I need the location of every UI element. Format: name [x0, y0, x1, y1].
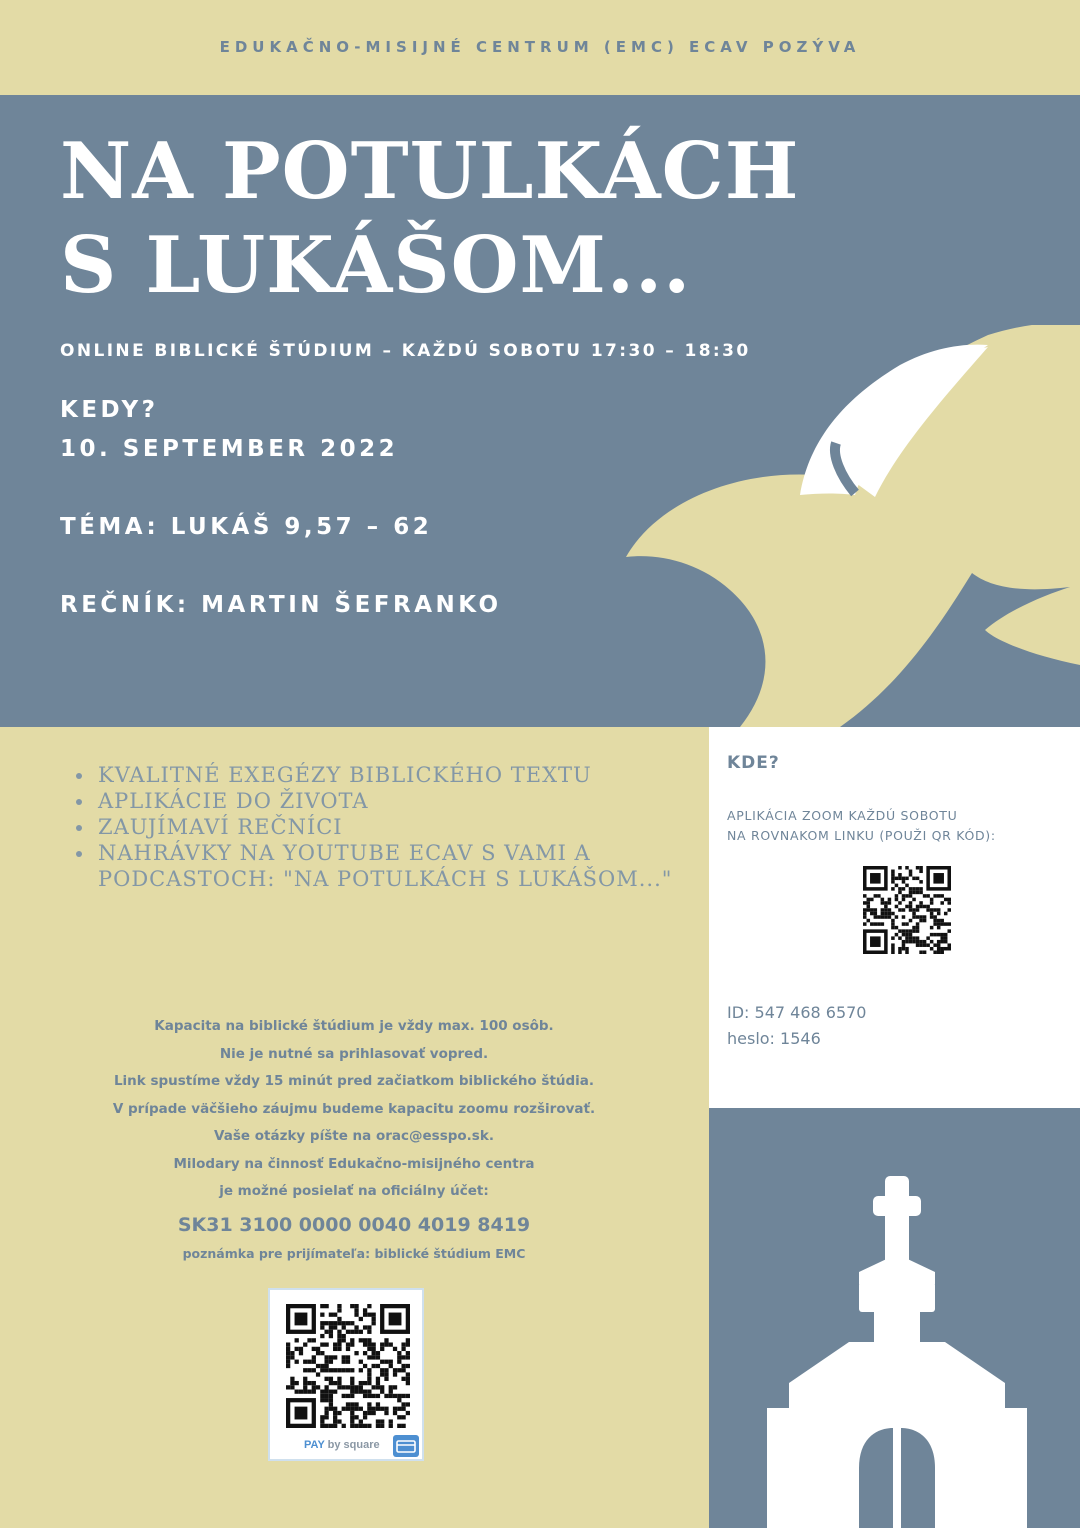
where-desc-line-2: NA ROVNAKOM LINKU (POUŽI QR KÓD): — [727, 828, 996, 843]
where-description — [727, 806, 996, 846]
qr-code-icon[interactable] — [863, 866, 951, 954]
zoom-password: heslo: 1546 — [727, 1029, 821, 1048]
note-line: Milodary na činnosť Edukačno-misijného centra — [173, 1155, 535, 1172]
organizer-text: EDUKAČNO-MISIJNÉ CENTRUM (EMC) ECAV POZÝVA — [219, 38, 861, 56]
pay-by-square-label: PAY by square — [304, 1439, 380, 1451]
page-title — [60, 125, 799, 313]
hero-section — [0, 95, 1080, 727]
zoom-id: ID: 547 468 6570 — [727, 1003, 867, 1022]
card-icon — [393, 1435, 419, 1457]
feature-list — [76, 762, 696, 892]
pay-by-square-qr[interactable] — [268, 1288, 424, 1461]
note-line: je možné posielať na oficiálny účet: — [219, 1183, 489, 1199]
qr-code-icon — [286, 1304, 410, 1428]
title-line-2: S LUKÁŠOM... — [60, 220, 692, 311]
note-line: Nie je nutné sa prihlasovať vopred. — [219, 1045, 489, 1062]
header-band — [0, 0, 1080, 95]
title-line-1: NA POTULKÁCH — [60, 126, 800, 217]
when-label: KEDY? — [60, 397, 159, 423]
iban-number: SK31 3100 0000 0040 4019 8419 — [177, 1213, 531, 1236]
event-date: 10. SEPTEMBER 2022 — [60, 436, 399, 462]
church-icon — [709, 1108, 1080, 1528]
where-panel — [709, 727, 1080, 1108]
subtitle: ONLINE BIBLICKÉ ŠTÚDIUM – KAŽDÚ SOBOTU 17:30 – 18:30 — [60, 341, 751, 361]
where-heading: KDE? — [727, 753, 780, 773]
note-line: Kapacita na biblické štúdium je vždy max. 100 osôb. — [154, 1018, 554, 1034]
note-line: V prípade väčšieho záujmu budeme kapacitu zoomu rozširovať. — [112, 1100, 596, 1117]
list-item: NAHRÁVKY NA YOUTUBE ECAV S VAMI A PODCASTOCH: "NA POTULKÁCH S LUKÁŠOM..." — [76, 840, 696, 892]
note-line-email[interactable]: Vaše otázky píšte na orac@esspo.sk. — [214, 1128, 494, 1144]
zoom-credentials — [727, 1000, 866, 1052]
payment-memo: poznámka pre prijímateľa: biblické štúdium EMC — [182, 1245, 526, 1261]
topic: TÉMA: LUKÁŠ 9,57 – 62 — [60, 514, 433, 540]
list-item: KVALITNÉ EXEGÉZY BIBLICKÉHO TEXTU — [76, 762, 696, 788]
dove-icon — [600, 325, 1080, 727]
speaker: REČNÍK: MARTIN ŠEFRANKO — [60, 592, 502, 618]
list-item: ZAUJÍMAVÍ REČNÍCI — [76, 814, 696, 840]
church-panel — [709, 1108, 1080, 1528]
list-item: APLIKÁCIE DO ŽIVOTA — [76, 788, 696, 814]
where-desc-line-1: APLIKÁCIA ZOOM KAŽDÚ SOBOTU — [727, 808, 958, 823]
notes-block — [0, 1013, 708, 1265]
note-line: Link spustíme vždy 15 minút pred začiatkom biblického štúdia. — [113, 1073, 595, 1089]
